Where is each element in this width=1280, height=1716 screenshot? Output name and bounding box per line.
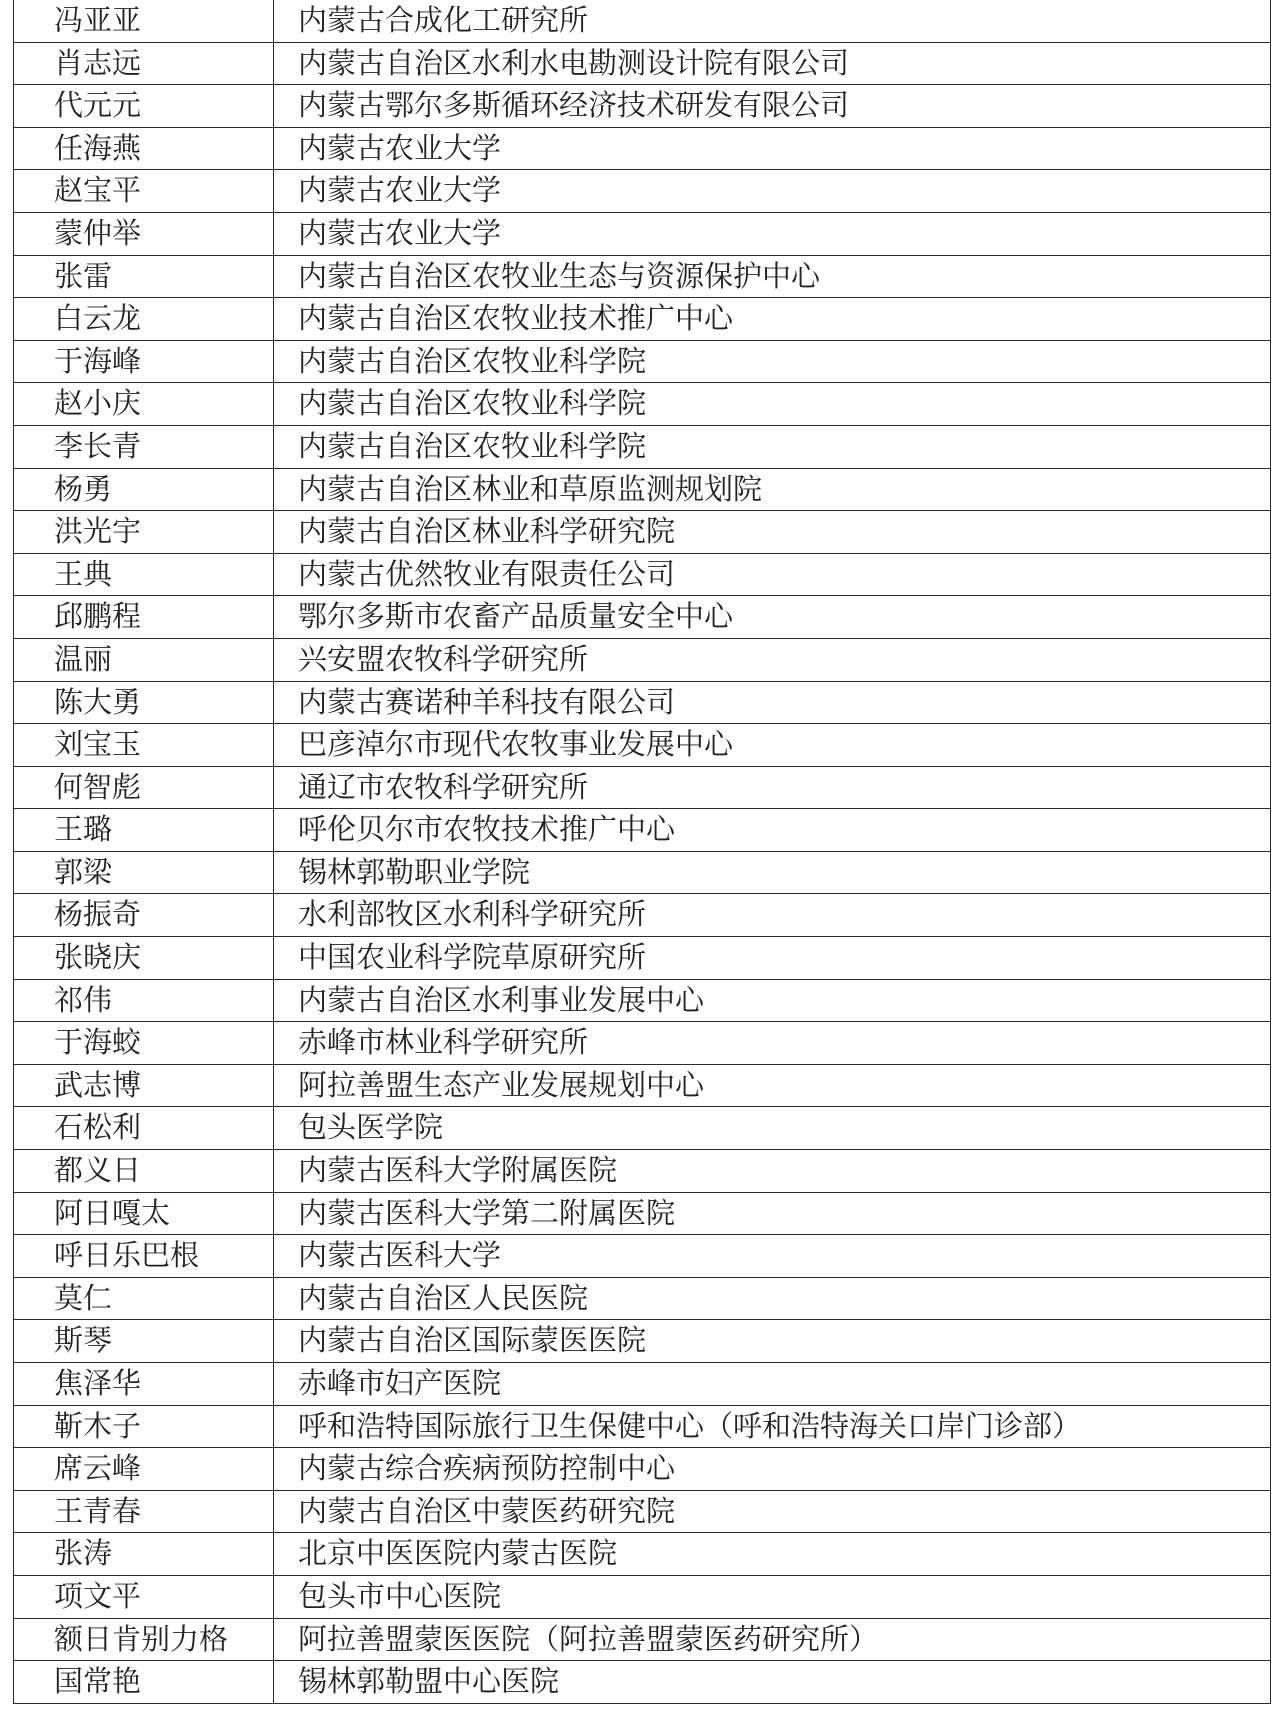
- person-name-cell: 焦泽华: [14, 1363, 274, 1406]
- organization-cell: 赤峰市林业科学研究所: [274, 1022, 1271, 1065]
- person-name-cell: 赵小庆: [14, 383, 274, 426]
- person-name-cell: 莫仁: [14, 1277, 274, 1320]
- person-name-cell: 于海蛟: [14, 1022, 274, 1065]
- table-row: [14, 766, 1271, 809]
- organization-cell: 锡林郭勒职业学院: [274, 851, 1271, 894]
- person-name-cell: 赵宝平: [14, 170, 274, 213]
- table-row: [14, 894, 1271, 937]
- person-name-cell: 武志博: [14, 1064, 274, 1107]
- organization-cell: 兴安盟农牧科学研究所: [274, 638, 1271, 681]
- person-name-cell: 王典: [14, 553, 274, 596]
- table-row: [14, 1405, 1271, 1448]
- organization-cell: 包头医学院: [274, 1107, 1271, 1150]
- organization-cell: 内蒙古自治区水利水电勘测设计院有限公司: [274, 42, 1271, 85]
- person-name-cell: 阿日嘎太: [14, 1192, 274, 1235]
- table-row: [14, 468, 1271, 511]
- table-row: [14, 383, 1271, 426]
- table-row: [14, 596, 1271, 639]
- person-name-cell: 肖志远: [14, 42, 274, 85]
- table-row: [14, 212, 1271, 255]
- organization-cell: 内蒙古自治区中蒙医药研究院: [274, 1490, 1271, 1533]
- organization-cell: 内蒙古优然牧业有限责任公司: [274, 553, 1271, 596]
- organization-cell: 包头市中心医院: [274, 1575, 1271, 1618]
- table-row: [14, 340, 1271, 383]
- organization-cell: 巴彦淖尔市现代农牧事业发展中心: [274, 724, 1271, 767]
- table-row: [14, 1277, 1271, 1320]
- organization-cell: 锡林郭勒盟中心医院: [274, 1661, 1271, 1704]
- table-row: [14, 1107, 1271, 1150]
- table-row: [14, 255, 1271, 298]
- organization-cell: 内蒙古自治区人民医院: [274, 1277, 1271, 1320]
- person-name-cell: 额日肯别力格: [14, 1618, 274, 1661]
- organization-cell: 内蒙古医科大学附属医院: [274, 1150, 1271, 1193]
- table-row: [14, 1235, 1271, 1278]
- person-name-cell: 李长青: [14, 425, 274, 468]
- person-name-cell: 蒙仲举: [14, 212, 274, 255]
- person-name-cell: 张晓庆: [14, 937, 274, 980]
- table-row: [14, 1448, 1271, 1491]
- person-name-cell: 张涛: [14, 1533, 274, 1576]
- table-row: [14, 1661, 1271, 1704]
- person-name-cell: 王璐: [14, 809, 274, 852]
- table-row: [14, 724, 1271, 767]
- table-row: [14, 425, 1271, 468]
- person-name-cell: 祁伟: [14, 979, 274, 1022]
- person-name-cell: 刘宝玉: [14, 724, 274, 767]
- person-name-cell: 陈大勇: [14, 681, 274, 724]
- organization-cell: 内蒙古自治区农牧业科学院: [274, 340, 1271, 383]
- organization-cell: 内蒙古自治区林业和草原监测规划院: [274, 468, 1271, 511]
- organization-cell: 内蒙古综合疾病预防控制中心: [274, 1448, 1271, 1491]
- organization-cell: 内蒙古自治区农牧业科学院: [274, 383, 1271, 426]
- table-row: [14, 1064, 1271, 1107]
- person-name-cell: 于海峰: [14, 340, 274, 383]
- organization-cell: 赤峰市妇产医院: [274, 1363, 1271, 1406]
- personnel-table: [13, 0, 1271, 1704]
- organization-cell: 北京中医医院内蒙古医院: [274, 1533, 1271, 1576]
- table-body: [14, 0, 1271, 1703]
- organization-cell: 内蒙古自治区农牧业技术推广中心: [274, 298, 1271, 341]
- person-name-cell: 杨振奇: [14, 894, 274, 937]
- person-name-cell: 张雷: [14, 255, 274, 298]
- table-row: [14, 298, 1271, 341]
- table-row: [14, 809, 1271, 852]
- organization-cell: 内蒙古自治区国际蒙医医院: [274, 1320, 1271, 1363]
- organization-cell: 水利部牧区水利科学研究所: [274, 894, 1271, 937]
- person-name-cell: 洪光宇: [14, 511, 274, 554]
- table-row: [14, 638, 1271, 681]
- person-name-cell: 邱鹏程: [14, 596, 274, 639]
- person-name-cell: 郭梁: [14, 851, 274, 894]
- organization-cell: 内蒙古赛诺种羊科技有限公司: [274, 681, 1271, 724]
- table-row: [14, 1575, 1271, 1618]
- person-name-cell: 石松利: [14, 1107, 274, 1150]
- person-name-cell: 国常艳: [14, 1661, 274, 1704]
- table-row: [14, 851, 1271, 894]
- person-name-cell: 任海燕: [14, 127, 274, 170]
- organization-cell: 内蒙古自治区林业科学研究院: [274, 511, 1271, 554]
- personnel-table-container: [13, 0, 1270, 1704]
- table-row: [14, 1320, 1271, 1363]
- table-row: [14, 1192, 1271, 1235]
- table-row: [14, 170, 1271, 213]
- person-name-cell: 白云龙: [14, 298, 274, 341]
- table-row: [14, 127, 1271, 170]
- person-name-cell: 代元元: [14, 85, 274, 128]
- organization-cell: 内蒙古自治区水利事业发展中心: [274, 979, 1271, 1022]
- organization-cell: 内蒙古农业大学: [274, 127, 1271, 170]
- person-name-cell: 王青春: [14, 1490, 274, 1533]
- table-row: [14, 1490, 1271, 1533]
- organization-cell: 呼伦贝尔市农牧技术推广中心: [274, 809, 1271, 852]
- organization-cell: 内蒙古自治区农牧业生态与资源保护中心: [274, 255, 1271, 298]
- table-row: [14, 1618, 1271, 1661]
- table-row: [14, 511, 1271, 554]
- table-row: [14, 1363, 1271, 1406]
- organization-cell: 阿拉善盟蒙医医院（阿拉善盟蒙医药研究所）: [274, 1618, 1271, 1661]
- table-row: [14, 979, 1271, 1022]
- organization-cell: 内蒙古自治区农牧业科学院: [274, 425, 1271, 468]
- person-name-cell: 温丽: [14, 638, 274, 681]
- organization-cell: 阿拉善盟生态产业发展规划中心: [274, 1064, 1271, 1107]
- organization-cell: 呼和浩特国际旅行卫生保健中心（呼和浩特海关口岸门诊部）: [274, 1405, 1271, 1448]
- organization-cell: 通辽市农牧科学研究所: [274, 766, 1271, 809]
- organization-cell: 内蒙古农业大学: [274, 170, 1271, 213]
- person-name-cell: 杨勇: [14, 468, 274, 511]
- organization-cell: 中国农业科学院草原研究所: [274, 937, 1271, 980]
- organization-cell: 内蒙古农业大学: [274, 212, 1271, 255]
- person-name-cell: 项文平: [14, 1575, 274, 1618]
- table-row: [14, 1150, 1271, 1193]
- person-name-cell: 呼日乐巴根: [14, 1235, 274, 1278]
- table-row: [14, 42, 1271, 85]
- organization-cell: 内蒙古合成化工研究所: [274, 0, 1271, 42]
- person-name-cell: 冯亚亚: [14, 0, 274, 42]
- person-name-cell: 斯琴: [14, 1320, 274, 1363]
- person-name-cell: 都义日: [14, 1150, 274, 1193]
- table-row: [14, 85, 1271, 128]
- organization-cell: 内蒙古医科大学: [274, 1235, 1271, 1278]
- person-name-cell: 席云峰: [14, 1448, 274, 1491]
- organization-cell: 内蒙古医科大学第二附属医院: [274, 1192, 1271, 1235]
- person-name-cell: 靳木子: [14, 1405, 274, 1448]
- organization-cell: 内蒙古鄂尔多斯循环经济技术研发有限公司: [274, 85, 1271, 128]
- person-name-cell: 何智彪: [14, 766, 274, 809]
- table-row: [14, 1533, 1271, 1576]
- table-row: [14, 681, 1271, 724]
- table-row: [14, 1022, 1271, 1065]
- organization-cell: 鄂尔多斯市农畜产品质量安全中心: [274, 596, 1271, 639]
- table-row: [14, 937, 1271, 980]
- table-row: [14, 0, 1271, 42]
- table-row: [14, 553, 1271, 596]
